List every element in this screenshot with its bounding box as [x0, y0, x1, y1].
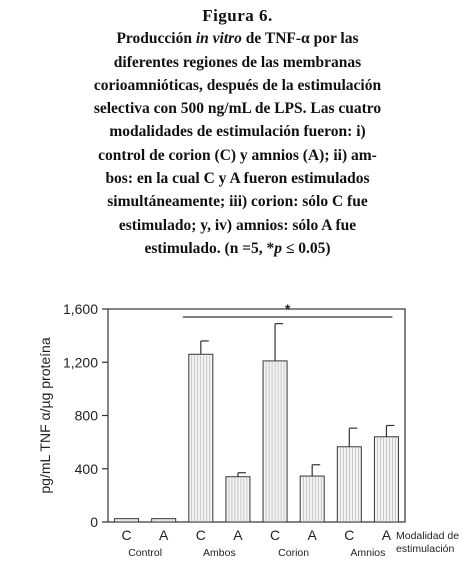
- x-axis-label: Modalidad de: [396, 530, 460, 542]
- caption-text: estimulado. (n =5, *: [144, 239, 275, 257]
- x-tick-label: A: [381, 527, 392, 543]
- y-tick-label: 0: [90, 514, 98, 530]
- x-tick-label: A: [307, 527, 317, 543]
- caption-line: diferentes regiones de las membranas: [113, 53, 362, 71]
- x-tick-label: C: [344, 527, 355, 543]
- y-tick-label: 1,600: [62, 301, 98, 317]
- caption-line: corioamnióticas, después de la estimulación: [93, 76, 382, 94]
- caption-line: selectiva con 500 ng/mL de LPS. Las cuatro: [93, 100, 382, 118]
- figure-caption: [14, 4, 461, 260]
- y-tick-label: 1,200: [62, 354, 98, 371]
- significance-marker: *: [284, 300, 291, 317]
- caption-line: bos: en la cual C y A fueron estimulados: [105, 170, 370, 188]
- caption-line: [14, 27, 461, 50]
- x-tick-label: A: [233, 527, 243, 543]
- group-label: Corion: [278, 547, 310, 559]
- caption-line: control de corion (C) y amnios (A); ii) am-: [98, 146, 377, 164]
- x-axis-label: estimulación: [396, 543, 455, 555]
- x-tick-label: C: [270, 527, 281, 543]
- x-tick-label: A: [159, 527, 169, 543]
- group-label: Control: [128, 547, 163, 559]
- x-tick-label: C: [121, 527, 132, 543]
- caption-text: ≤ 0.05): [282, 239, 331, 257]
- caption-line: simultáneamente; iii) corion: sólo C fue: [107, 193, 368, 211]
- caption-text: Producción: [116, 30, 196, 48]
- group-label: Amnios: [350, 547, 386, 559]
- caption-italic: in vitro: [195, 30, 242, 48]
- y-tick-label: 800: [74, 407, 98, 424]
- caption-line: estimulado; y, iv) amnios: sólo A fue: [118, 216, 357, 234]
- group-label: Ambos: [203, 547, 236, 559]
- y-tick-label: 400: [74, 460, 98, 477]
- figure-title: Figura 6.: [202, 6, 273, 25]
- caption-text: de TNF-α por las: [241, 30, 359, 48]
- caption-italic: p: [274, 239, 283, 257]
- x-tick-label: C: [195, 527, 206, 543]
- y-axis-label: pg/mL TNF α/µg proteína: [37, 337, 53, 494]
- bar-chart: [0, 292, 475, 566]
- caption-line: [14, 237, 461, 260]
- caption-line: modalidades de estimulación fueron: i): [109, 123, 366, 141]
